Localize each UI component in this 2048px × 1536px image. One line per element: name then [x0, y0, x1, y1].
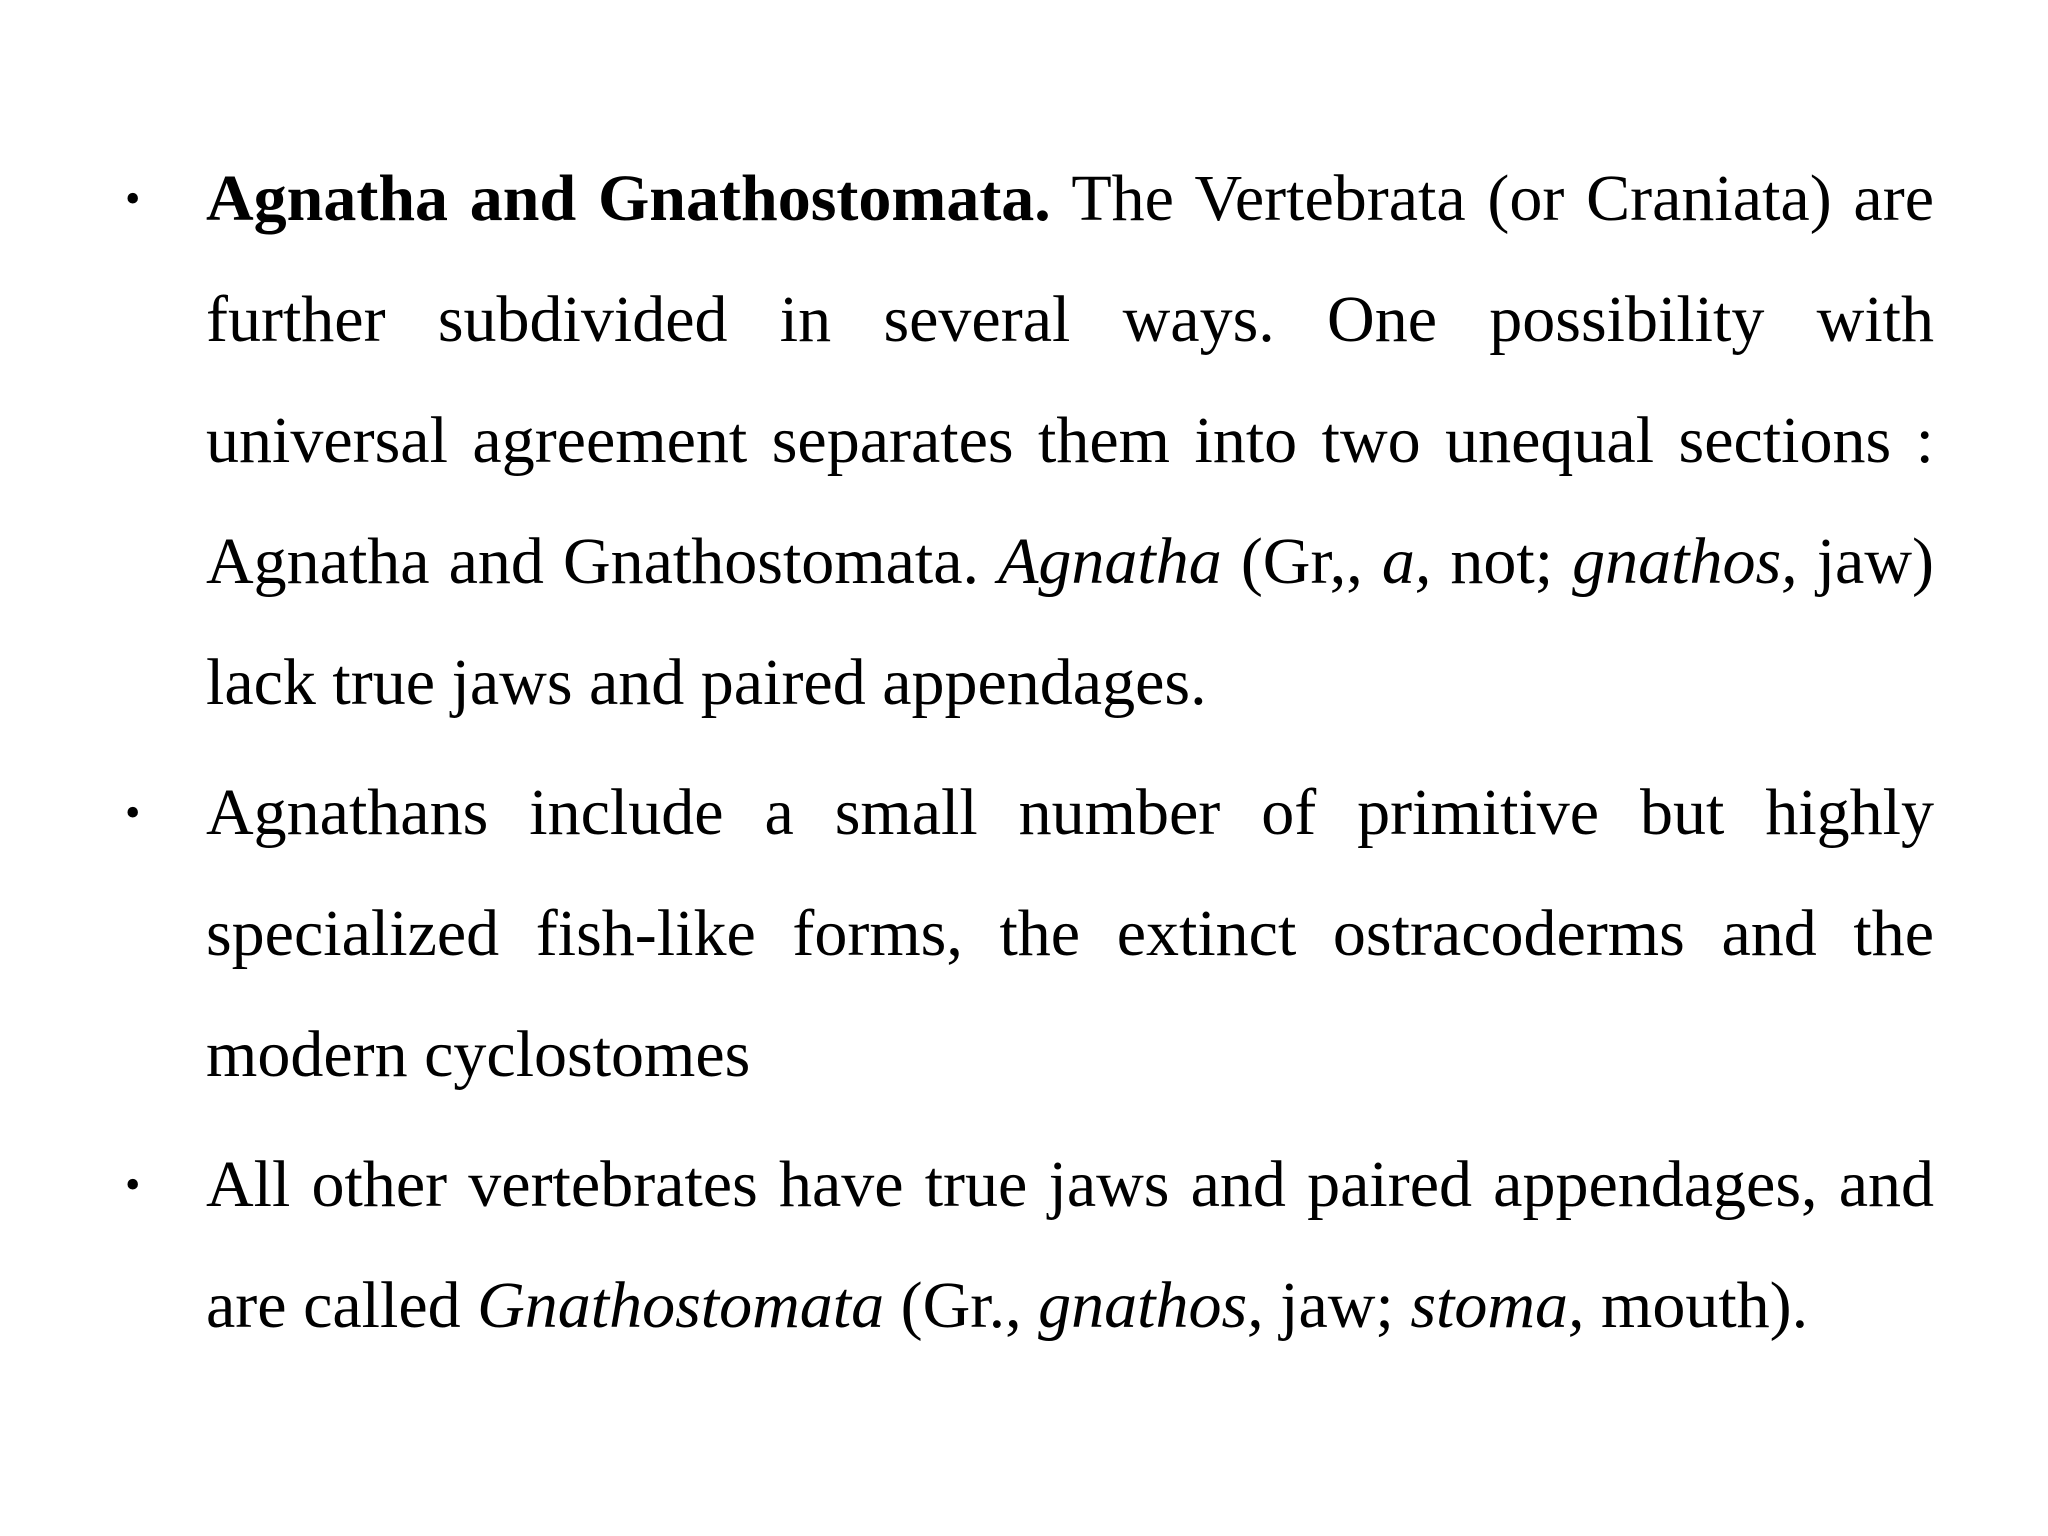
bullet-text: mouth). — [1584, 1269, 1809, 1342]
bullet-agnathans — [125, 752, 1934, 1115]
bullet-list — [125, 138, 1934, 1366]
greek-root-gnathos: gnathos, — [1572, 525, 1798, 598]
bullet-text: not; — [1431, 525, 1573, 598]
bullet-agnatha-gnathostomata — [125, 138, 1934, 743]
greek-root-stoma: stoma, — [1410, 1269, 1585, 1342]
bullet-icon: • — [125, 174, 141, 223]
term-gnathostomata: Gnathostomata — [477, 1269, 885, 1342]
bullet-icon: • — [125, 1160, 141, 1209]
bullet-text: jaw; — [1263, 1269, 1411, 1342]
bullet-text: All other vertebrates have true jaws and paired appendages, and are called — [206, 1148, 1934, 1342]
bullet-text: (Gr., — [884, 1269, 1039, 1342]
bullet-text: jaw) lack true jaws and paired appendages. — [206, 525, 1934, 719]
bullet-text: (Gr,, — [1221, 525, 1382, 598]
term-agnatha: Agnatha — [998, 525, 1222, 598]
bullet-gnathostomata — [125, 1124, 1934, 1366]
greek-root-a: a, — [1381, 525, 1432, 598]
bullet-heading: Agnatha and Gnathostomata. — [206, 162, 1051, 235]
bullet-text: The Vertebrata (or Craniata) are further subdivided in several ways. One possibility with universal agreement separates them into two unequal sections : Agnatha and Gnathostomata. — [206, 162, 1934, 598]
greek-root-gnathos: gnathos, — [1038, 1269, 1264, 1342]
bullet-icon: • — [125, 788, 141, 837]
bullet-text: Agnathans include a small number of primitive but highly specialized fish-like forms, the extinct ostracoderms and the modern cyclostomes — [206, 776, 1934, 1091]
